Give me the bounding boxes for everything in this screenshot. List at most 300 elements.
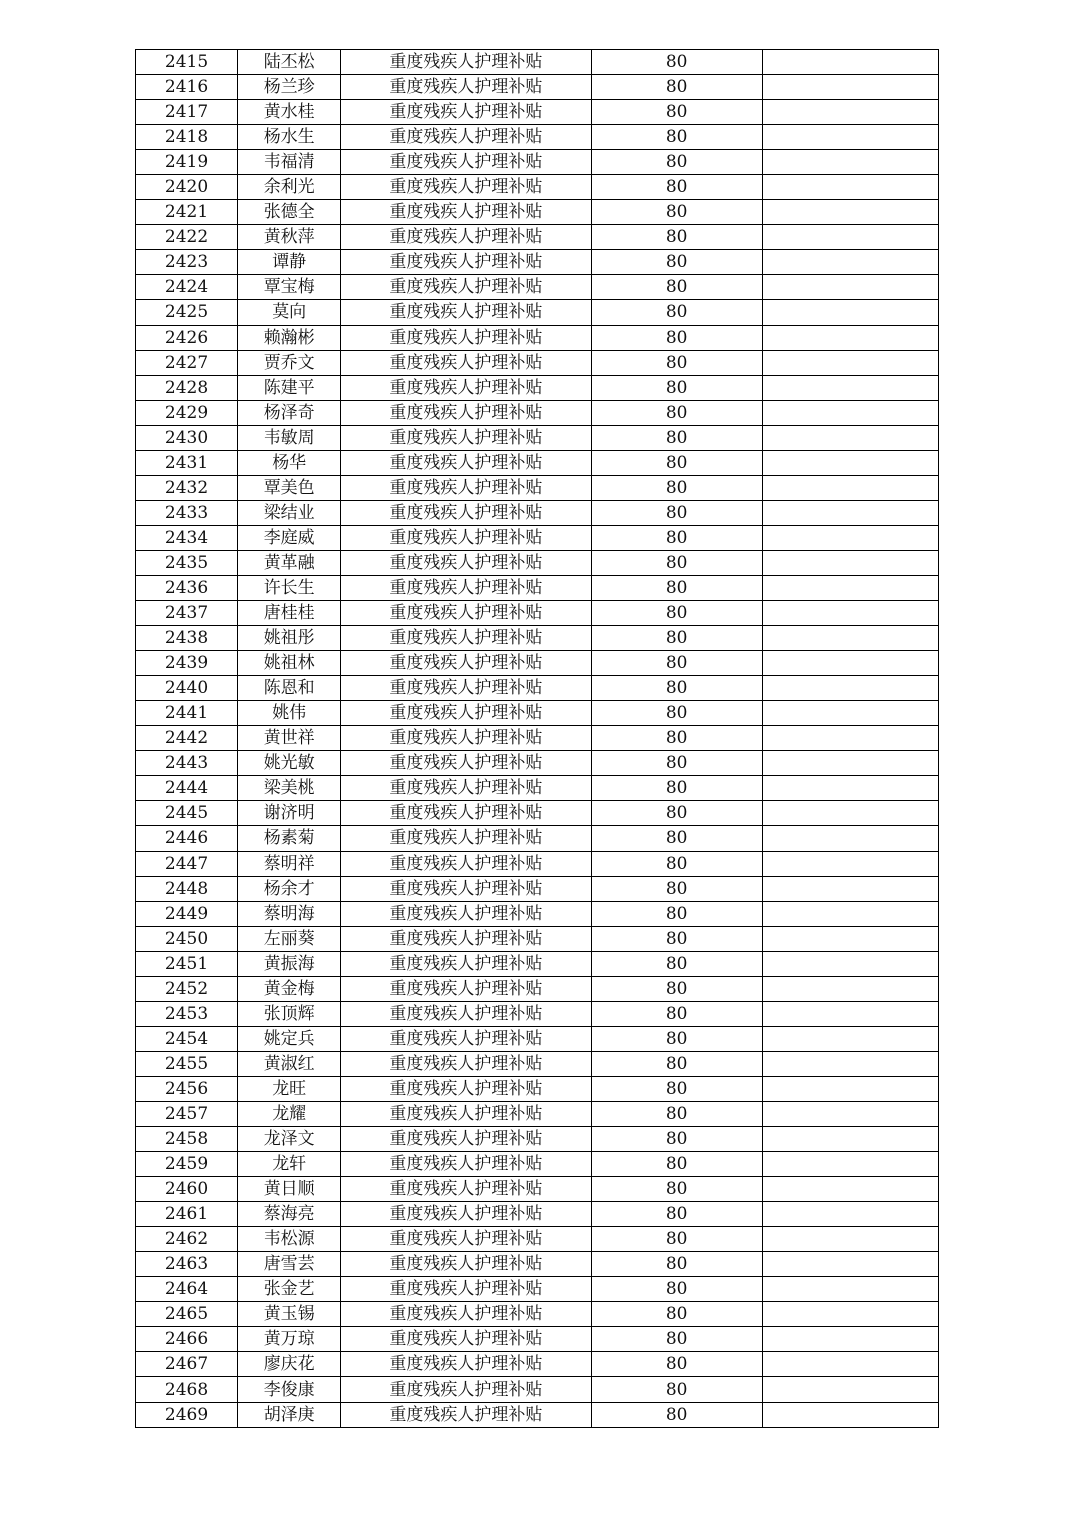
amount-cell: 80 [591, 150, 762, 175]
row-number-cell: 2424 [136, 275, 238, 300]
row-number-cell: 2466 [136, 1327, 238, 1352]
remarks-cell [762, 1127, 938, 1152]
subsidy-type-cell: 重度残疾人护理补贴 [341, 1026, 591, 1051]
remarks-cell [762, 951, 938, 976]
remarks-cell [762, 876, 938, 901]
remarks-cell [762, 1302, 938, 1327]
name-cell: 杨泽奇 [238, 400, 341, 425]
amount-cell: 80 [591, 400, 762, 425]
row-number-cell: 2434 [136, 525, 238, 550]
name-cell: 黄革融 [238, 550, 341, 575]
amount-cell: 80 [591, 801, 762, 826]
table-row [136, 1177, 939, 1202]
name-cell: 胡泽庚 [238, 1402, 341, 1427]
table-row [136, 1377, 939, 1402]
subsidy-type-cell: 重度残疾人护理补贴 [341, 676, 591, 701]
subsidy-type-cell: 重度残疾人护理补贴 [341, 525, 591, 550]
row-number-cell: 2463 [136, 1252, 238, 1277]
amount-cell: 80 [591, 1076, 762, 1101]
name-cell: 覃宝梅 [238, 275, 341, 300]
subsidy-type-cell: 重度残疾人护理补贴 [341, 400, 591, 425]
subsidy-type-cell: 重度残疾人护理补贴 [341, 901, 591, 926]
subsidy-type-cell: 重度残疾人护理补贴 [341, 300, 591, 325]
name-cell: 杨素菊 [238, 826, 341, 851]
remarks-cell [762, 325, 938, 350]
row-number-cell: 2459 [136, 1152, 238, 1177]
subsidy-type-cell: 重度残疾人护理补贴 [341, 200, 591, 225]
name-cell: 陆丕松 [238, 50, 341, 75]
subsidy-type-cell: 重度残疾人护理补贴 [341, 500, 591, 525]
name-cell: 龙泽文 [238, 1127, 341, 1152]
table-row [136, 475, 939, 500]
amount-cell: 80 [591, 550, 762, 575]
row-number-cell: 2441 [136, 701, 238, 726]
row-number-cell: 2447 [136, 851, 238, 876]
table-row [136, 801, 939, 826]
name-cell: 蔡明海 [238, 901, 341, 926]
name-cell: 黄万琼 [238, 1327, 341, 1352]
table-row [136, 651, 939, 676]
amount-cell: 80 [591, 726, 762, 751]
row-number-cell: 2451 [136, 951, 238, 976]
row-number-cell: 2452 [136, 976, 238, 1001]
table-row [136, 500, 939, 525]
table-row [136, 425, 939, 450]
amount-cell: 80 [591, 901, 762, 926]
subsidy-type-cell: 重度残疾人护理补贴 [341, 1101, 591, 1126]
name-cell: 梁美桃 [238, 776, 341, 801]
amount-cell: 80 [591, 525, 762, 550]
row-number-cell: 2454 [136, 1026, 238, 1051]
name-cell: 谢济明 [238, 801, 341, 826]
remarks-cell [762, 726, 938, 751]
amount-cell: 80 [591, 601, 762, 626]
name-cell: 杨余才 [238, 876, 341, 901]
name-cell: 黄水桂 [238, 100, 341, 125]
name-cell: 许长生 [238, 575, 341, 600]
remarks-cell [762, 150, 938, 175]
table-row [136, 1402, 939, 1427]
remarks-cell [762, 525, 938, 550]
name-cell: 韦松源 [238, 1227, 341, 1252]
subsidy-type-cell: 重度残疾人护理补贴 [341, 1277, 591, 1302]
amount-cell: 80 [591, 350, 762, 375]
name-cell: 张金艺 [238, 1277, 341, 1302]
name-cell: 杨水生 [238, 125, 341, 150]
name-cell: 梁结业 [238, 500, 341, 525]
table-row [136, 375, 939, 400]
table-row [136, 951, 939, 976]
table-row [136, 150, 939, 175]
table-row [136, 350, 939, 375]
row-number-cell: 2435 [136, 550, 238, 575]
name-cell: 张顶辉 [238, 1001, 341, 1026]
remarks-cell [762, 601, 938, 626]
name-cell: 龙耀 [238, 1101, 341, 1126]
remarks-cell [762, 1076, 938, 1101]
table-row [136, 626, 939, 651]
amount-cell: 80 [591, 976, 762, 1001]
table-row [136, 1252, 939, 1277]
remarks-cell [762, 1026, 938, 1051]
subsidy-type-cell: 重度残疾人护理补贴 [341, 1227, 591, 1252]
subsidy-type-cell: 重度残疾人护理补贴 [341, 751, 591, 776]
table-row [136, 1202, 939, 1227]
row-number-cell: 2461 [136, 1202, 238, 1227]
remarks-cell [762, 1277, 938, 1302]
table-row [136, 1227, 939, 1252]
amount-cell: 80 [591, 1101, 762, 1126]
subsidy-type-cell: 重度残疾人护理补贴 [341, 1152, 591, 1177]
remarks-cell [762, 400, 938, 425]
row-number-cell: 2456 [136, 1076, 238, 1101]
remarks-cell [762, 125, 938, 150]
row-number-cell: 2431 [136, 450, 238, 475]
name-cell: 黄淑红 [238, 1051, 341, 1076]
row-number-cell: 2427 [136, 350, 238, 375]
subsidy-table [135, 49, 939, 1428]
remarks-cell [762, 1227, 938, 1252]
name-cell: 黄秋萍 [238, 225, 341, 250]
remarks-cell [762, 375, 938, 400]
row-number-cell: 2417 [136, 100, 238, 125]
remarks-cell [762, 450, 938, 475]
table-row [136, 1327, 939, 1352]
remarks-cell [762, 626, 938, 651]
name-cell: 杨华 [238, 450, 341, 475]
table-row [136, 1152, 939, 1177]
amount-cell: 80 [591, 1177, 762, 1202]
amount-cell: 80 [591, 50, 762, 75]
row-number-cell: 2460 [136, 1177, 238, 1202]
amount-cell: 80 [591, 75, 762, 100]
table-row [136, 575, 939, 600]
amount-cell: 80 [591, 1051, 762, 1076]
remarks-cell [762, 776, 938, 801]
amount-cell: 80 [591, 951, 762, 976]
amount-cell: 80 [591, 926, 762, 951]
remarks-cell [762, 701, 938, 726]
row-number-cell: 2422 [136, 225, 238, 250]
remarks-cell [762, 801, 938, 826]
amount-cell: 80 [591, 475, 762, 500]
table-row [136, 901, 939, 926]
name-cell: 蔡明祥 [238, 851, 341, 876]
remarks-cell [762, 250, 938, 275]
table-row [136, 876, 939, 901]
table-row [136, 125, 939, 150]
remarks-cell [762, 550, 938, 575]
row-number-cell: 2416 [136, 75, 238, 100]
amount-cell: 80 [591, 450, 762, 475]
table-row [136, 325, 939, 350]
subsidy-type-cell: 重度残疾人护理补贴 [341, 1177, 591, 1202]
table-body [136, 50, 939, 1428]
remarks-cell [762, 751, 938, 776]
row-number-cell: 2439 [136, 651, 238, 676]
row-number-cell: 2426 [136, 325, 238, 350]
subsidy-type-cell: 重度残疾人护理补贴 [341, 1252, 591, 1277]
row-number-cell: 2432 [136, 475, 238, 500]
table-row [136, 1127, 939, 1152]
subsidy-type-cell: 重度残疾人护理补贴 [341, 475, 591, 500]
row-number-cell: 2421 [136, 200, 238, 225]
amount-cell: 80 [591, 1152, 762, 1177]
table-row [136, 75, 939, 100]
subsidy-type-cell: 重度残疾人护理补贴 [341, 1127, 591, 1152]
table-row [136, 400, 939, 425]
remarks-cell [762, 50, 938, 75]
name-cell: 余利光 [238, 175, 341, 200]
row-number-cell: 2446 [136, 826, 238, 851]
table-row [136, 826, 939, 851]
subsidy-type-cell: 重度残疾人护理补贴 [341, 1352, 591, 1377]
name-cell: 龙轩 [238, 1152, 341, 1177]
row-number-cell: 2437 [136, 601, 238, 626]
name-cell: 姚定兵 [238, 1026, 341, 1051]
amount-cell: 80 [591, 776, 762, 801]
row-number-cell: 2442 [136, 726, 238, 751]
amount-cell: 80 [591, 1302, 762, 1327]
name-cell: 姚光敏 [238, 751, 341, 776]
amount-cell: 80 [591, 701, 762, 726]
table-row [136, 250, 939, 275]
subsidy-type-cell: 重度残疾人护理补贴 [341, 626, 591, 651]
amount-cell: 80 [591, 175, 762, 200]
subsidy-type-cell: 重度残疾人护理补贴 [341, 175, 591, 200]
remarks-cell [762, 1402, 938, 1427]
table-row [136, 300, 939, 325]
subsidy-type-cell: 重度残疾人护理补贴 [341, 550, 591, 575]
remarks-cell [762, 350, 938, 375]
row-number-cell: 2430 [136, 425, 238, 450]
amount-cell: 80 [591, 1127, 762, 1152]
row-number-cell: 2415 [136, 50, 238, 75]
table-row [136, 450, 939, 475]
remarks-cell [762, 1352, 938, 1377]
remarks-cell [762, 826, 938, 851]
table-row [136, 175, 939, 200]
row-number-cell: 2450 [136, 926, 238, 951]
subsidy-type-cell: 重度残疾人护理补贴 [341, 976, 591, 1001]
amount-cell: 80 [591, 1227, 762, 1252]
remarks-cell [762, 1001, 938, 1026]
row-number-cell: 2418 [136, 125, 238, 150]
row-number-cell: 2433 [136, 500, 238, 525]
amount-cell: 80 [591, 1026, 762, 1051]
remarks-cell [762, 175, 938, 200]
remarks-cell [762, 1152, 938, 1177]
table-row [136, 275, 939, 300]
table-row [136, 525, 939, 550]
subsidy-type-cell: 重度残疾人护理补贴 [341, 150, 591, 175]
amount-cell: 80 [591, 1252, 762, 1277]
subsidy-type-cell: 重度残疾人护理补贴 [341, 1076, 591, 1101]
name-cell: 黄振海 [238, 951, 341, 976]
amount-cell: 80 [591, 1277, 762, 1302]
remarks-cell [762, 901, 938, 926]
row-number-cell: 2443 [136, 751, 238, 776]
remarks-cell [762, 1252, 938, 1277]
subsidy-type-cell: 重度残疾人护理补贴 [341, 1001, 591, 1026]
name-cell: 姚祖林 [238, 651, 341, 676]
row-number-cell: 2438 [136, 626, 238, 651]
row-number-cell: 2462 [136, 1227, 238, 1252]
table-row [136, 100, 939, 125]
table-row [136, 550, 939, 575]
subsidy-type-cell: 重度残疾人护理补贴 [341, 826, 591, 851]
subsidy-type-cell: 重度残疾人护理补贴 [341, 776, 591, 801]
amount-cell: 80 [591, 651, 762, 676]
row-number-cell: 2436 [136, 575, 238, 600]
subsidy-type-cell: 重度残疾人护理补贴 [341, 1051, 591, 1076]
amount-cell: 80 [591, 1352, 762, 1377]
row-number-cell: 2448 [136, 876, 238, 901]
amount-cell: 80 [591, 200, 762, 225]
row-number-cell: 2444 [136, 776, 238, 801]
subsidy-type-cell: 重度残疾人护理补贴 [341, 851, 591, 876]
name-cell: 杨兰珍 [238, 75, 341, 100]
amount-cell: 80 [591, 851, 762, 876]
amount-cell: 80 [591, 626, 762, 651]
subsidy-type-cell: 重度残疾人护理补贴 [341, 250, 591, 275]
name-cell: 黄玉锡 [238, 1302, 341, 1327]
table-row [136, 676, 939, 701]
table-row [136, 1101, 939, 1126]
remarks-cell [762, 500, 938, 525]
subsidy-type-cell: 重度残疾人护理补贴 [341, 75, 591, 100]
subsidy-type-cell: 重度残疾人护理补贴 [341, 1402, 591, 1427]
subsidy-type-cell: 重度残疾人护理补贴 [341, 601, 591, 626]
name-cell: 覃美色 [238, 475, 341, 500]
table-row [136, 851, 939, 876]
subsidy-type-cell: 重度残疾人护理补贴 [341, 325, 591, 350]
remarks-cell [762, 1051, 938, 1076]
remarks-cell [762, 1377, 938, 1402]
amount-cell: 80 [591, 751, 762, 776]
table-row [136, 601, 939, 626]
table-row [136, 926, 939, 951]
row-number-cell: 2420 [136, 175, 238, 200]
table-row [136, 1352, 939, 1377]
row-number-cell: 2453 [136, 1001, 238, 1026]
subsidy-type-cell: 重度残疾人护理补贴 [341, 651, 591, 676]
subsidy-type-cell: 重度残疾人护理补贴 [341, 125, 591, 150]
name-cell: 黄日顺 [238, 1177, 341, 1202]
table-row [136, 200, 939, 225]
row-number-cell: 2467 [136, 1352, 238, 1377]
subsidy-type-cell: 重度残疾人护理补贴 [341, 876, 591, 901]
name-cell: 廖庆花 [238, 1352, 341, 1377]
table-row [136, 751, 939, 776]
amount-cell: 80 [591, 1402, 762, 1427]
amount-cell: 80 [591, 876, 762, 901]
name-cell: 陈恩和 [238, 676, 341, 701]
table-row [136, 50, 939, 75]
row-number-cell: 2457 [136, 1101, 238, 1126]
table-row [136, 776, 939, 801]
amount-cell: 80 [591, 575, 762, 600]
subsidy-type-cell: 重度残疾人护理补贴 [341, 1377, 591, 1402]
row-number-cell: 2425 [136, 300, 238, 325]
remarks-cell [762, 1177, 938, 1202]
row-number-cell: 2468 [136, 1377, 238, 1402]
row-number-cell: 2445 [136, 801, 238, 826]
subsidy-type-cell: 重度残疾人护理补贴 [341, 375, 591, 400]
amount-cell: 80 [591, 425, 762, 450]
name-cell: 姚祖彤 [238, 626, 341, 651]
subsidy-type-cell: 重度残疾人护理补贴 [341, 726, 591, 751]
row-number-cell: 2440 [136, 676, 238, 701]
remarks-cell [762, 425, 938, 450]
row-number-cell: 2464 [136, 1277, 238, 1302]
remarks-cell [762, 300, 938, 325]
amount-cell: 80 [591, 100, 762, 125]
amount-cell: 80 [591, 250, 762, 275]
amount-cell: 80 [591, 1327, 762, 1352]
subsidy-type-cell: 重度残疾人护理补贴 [341, 1327, 591, 1352]
subsidy-type-cell: 重度残疾人护理补贴 [341, 951, 591, 976]
amount-cell: 80 [591, 676, 762, 701]
amount-cell: 80 [591, 826, 762, 851]
name-cell: 唐桂桂 [238, 601, 341, 626]
name-cell: 姚伟 [238, 701, 341, 726]
amount-cell: 80 [591, 375, 762, 400]
table-row [136, 1026, 939, 1051]
subsidy-type-cell: 重度残疾人护理补贴 [341, 275, 591, 300]
remarks-cell [762, 225, 938, 250]
row-number-cell: 2469 [136, 1402, 238, 1427]
table-row [136, 1076, 939, 1101]
name-cell: 贾乔文 [238, 350, 341, 375]
name-cell: 李庭威 [238, 525, 341, 550]
remarks-cell [762, 275, 938, 300]
row-number-cell: 2465 [136, 1302, 238, 1327]
subsidy-type-cell: 重度残疾人护理补贴 [341, 50, 591, 75]
remarks-cell [762, 1101, 938, 1126]
subsidy-type-cell: 重度残疾人护理补贴 [341, 100, 591, 125]
table-row [136, 726, 939, 751]
row-number-cell: 2419 [136, 150, 238, 175]
name-cell: 左丽葵 [238, 926, 341, 951]
remarks-cell [762, 100, 938, 125]
row-number-cell: 2429 [136, 400, 238, 425]
remarks-cell [762, 475, 938, 500]
table-row [136, 1277, 939, 1302]
name-cell: 韦福清 [238, 150, 341, 175]
name-cell: 谭静 [238, 250, 341, 275]
remarks-cell [762, 926, 938, 951]
subsidy-type-cell: 重度残疾人护理补贴 [341, 1302, 591, 1327]
amount-cell: 80 [591, 325, 762, 350]
name-cell: 陈建平 [238, 375, 341, 400]
name-cell: 黄金梅 [238, 976, 341, 1001]
amount-cell: 80 [591, 300, 762, 325]
subsidy-type-cell: 重度残疾人护理补贴 [341, 350, 591, 375]
remarks-cell [762, 1202, 938, 1227]
table-row [136, 701, 939, 726]
name-cell: 龙旺 [238, 1076, 341, 1101]
row-number-cell: 2455 [136, 1051, 238, 1076]
amount-cell: 80 [591, 225, 762, 250]
amount-cell: 80 [591, 1001, 762, 1026]
remarks-cell [762, 851, 938, 876]
subsidy-type-cell: 重度残疾人护理补贴 [341, 801, 591, 826]
amount-cell: 80 [591, 500, 762, 525]
name-cell: 黄世祥 [238, 726, 341, 751]
table-row [136, 1001, 939, 1026]
subsidy-type-cell: 重度残疾人护理补贴 [341, 1202, 591, 1227]
